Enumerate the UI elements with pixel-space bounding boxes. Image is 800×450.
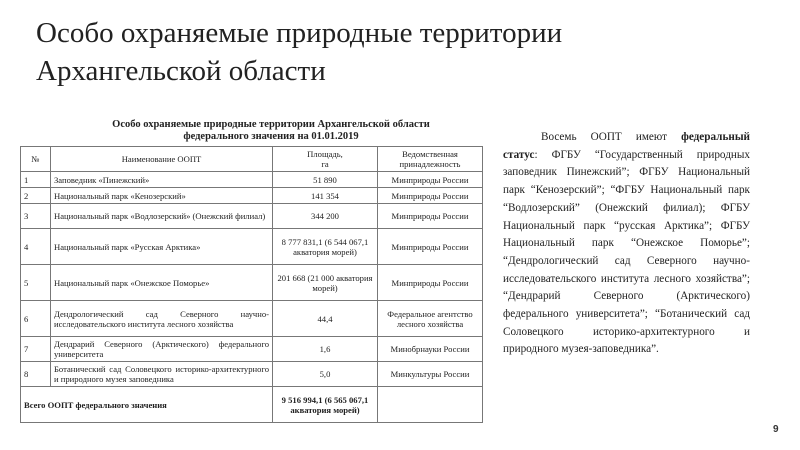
table-row [21,265,483,301]
table-row [21,362,483,387]
row-num: 4 [21,229,51,265]
header-area-line-2: га [321,159,329,169]
table-caption-line-1: Особо охраняемые природные территории Архангельской области [112,119,430,130]
header-dept-line-1: Ведомственная [402,149,458,159]
row-area: 141 354 [273,188,378,204]
table-block [20,119,482,423]
header-dept [378,147,483,172]
table-row [21,172,483,188]
row-name: Ботанический сад Соловецкого историко-архитектурного и природного музея заповедника [51,362,273,387]
table-row [21,229,483,265]
row-dept: Минкультуры России [378,362,483,387]
row-dept: Минприроды России [378,229,483,265]
row-area: 344 200 [273,204,378,229]
row-area: 5,0 [273,362,378,387]
row-dept: Минприроды России [378,204,483,229]
header-num: № [21,147,51,172]
header-area-line-1: Площадь, [307,149,343,159]
row-num: 2 [21,188,51,204]
row-dept: Минобрнауки России [378,337,483,362]
table-row [21,204,483,229]
row-area: 8 777 831,1 (6 544 067,1 акватория морей) [273,229,378,265]
row-num: 7 [21,337,51,362]
row-num: 5 [21,265,51,301]
slide-title-line-1: Особо охраняемые природные территории [36,17,563,49]
oopt-table [20,146,483,423]
row-name: Национальный парк «Водлозерский» (Онежский филиал) [51,204,273,229]
page-number: 9 [773,424,779,435]
total-label: Всего ООПТ федерального значения [21,387,273,423]
row-dept: Минприроды России [378,172,483,188]
header-dept-line-2: принадлежность [399,159,461,169]
side-paragraph [503,129,750,359]
row-name: Дендрологический сад Северного научно-исследовательского института лесного хозяйства [51,301,273,337]
row-num: 6 [21,301,51,337]
table-total-row [21,387,483,423]
table-header-row [21,147,483,172]
row-name: Национальный парк «Кенозерский» [51,188,273,204]
table-row [21,301,483,337]
side-paragraph-bold: федеральный статус [503,131,750,161]
row-area: 51 890 [273,172,378,188]
row-dept: Федеральное агентство лесного хозяйства [378,301,483,337]
row-name: Национальный парк «Русская Арктика» [51,229,273,265]
table-row [21,337,483,362]
row-dept: Минприроды России [378,188,483,204]
row-name: Дендрарий Северного (Арктического) федерального университета [51,337,273,362]
row-dept: Минприроды России [378,265,483,301]
row-num: 8 [21,362,51,387]
total-area: 9 516 994,1 (6 565 067,1 акватория морей) [273,387,378,423]
header-name: Наименование ООПТ [51,147,273,172]
row-area: 44,4 [273,301,378,337]
slide-title [36,14,756,90]
header-area [273,147,378,172]
total-dept [378,387,483,423]
row-num: 3 [21,204,51,229]
side-paragraph-rest: : ФГБУ “Государственный природных заповедник Пинежский”; ФГБУ Национальный парк “Кенозерский”; “ФГБУ Национальный парк “Водлозерский” (Онежский филиал); ФГБУ Национальный парк “русская Арктика”; ФГБУ Национальный парк “Онежское Поморье”; “Дендрологический сад Северного научно-исследовательского института лесного хозяйства”; “Дендрарий Северного (Арктического) федерального университета”; “Ботанический сад Соловецкого историко-архитектурного и природного музея-заповедника”. [503,148,750,356]
row-area: 201 668 (21 000 акватория морей) [273,265,378,301]
table-caption-line-2: федерального значения на 01.01.2019 [183,131,359,142]
table-caption [20,119,482,143]
row-name: Заповедник «Пинежский» [51,172,273,188]
row-name: Национальный парк «Онежское Поморье» [51,265,273,301]
side-paragraph-start: Восемь ООПТ имеют [541,131,682,143]
slide-title-line-2: Архангельской области [36,55,326,87]
table-row [21,188,483,204]
row-num: 1 [21,172,51,188]
row-area: 1,6 [273,337,378,362]
